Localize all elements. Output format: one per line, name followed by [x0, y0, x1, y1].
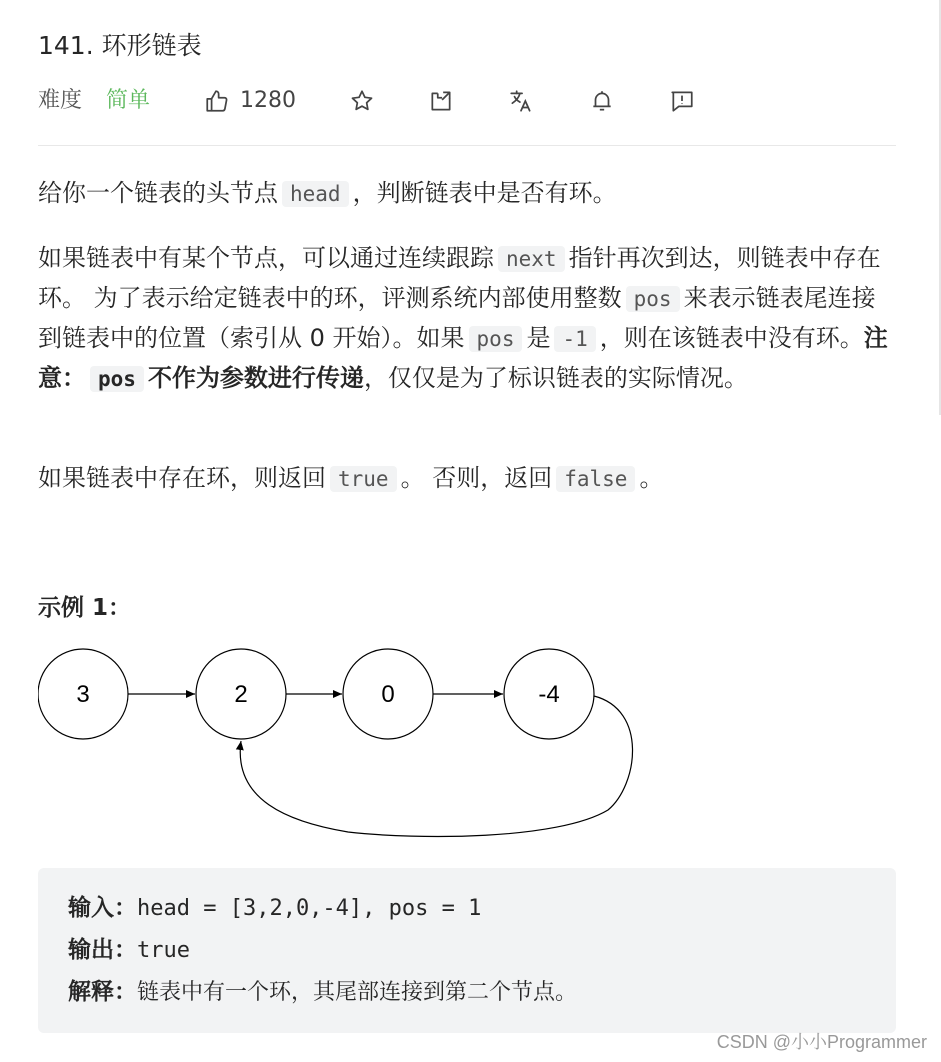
text: 如果链表中存在环，则返回 — [38, 464, 326, 492]
inline-code-pos: pos — [90, 366, 144, 392]
difficulty-badge: 简单 — [106, 88, 151, 113]
share-button[interactable] — [427, 83, 455, 119]
input-value: head = [3,2,0,-4], pos = 1 — [137, 896, 482, 921]
text: ，仅仅是为了标识链表的实际情况。 — [363, 364, 748, 392]
watermark: CSDN @小小Programmer — [716, 1032, 927, 1052]
like-button[interactable] — [204, 83, 296, 119]
example-output-line — [68, 930, 190, 971]
problem-title: 141. 环形链表 — [38, 31, 202, 60]
list-node-value: 2 — [234, 681, 248, 708]
example-code-block — [38, 868, 896, 1033]
text: ，判断链表中是否有环。 — [352, 179, 617, 207]
problem-meta-toolbar — [38, 83, 896, 119]
feedback-button[interactable] — [668, 83, 696, 119]
text: 。 否则，返回 — [400, 464, 553, 492]
inline-code-minus-one: -1 — [554, 326, 595, 352]
text: 如果链表中有某个节点，可以通过连续跟踪 — [38, 244, 494, 272]
share-icon — [428, 88, 454, 114]
note-emphasis: 不作为参数进行传递 — [147, 364, 364, 392]
description-paragraph-2 — [38, 239, 896, 399]
input-label: 输入： — [68, 895, 137, 921]
subscribe-button[interactable] — [588, 83, 616, 119]
text: 是 — [526, 324, 551, 352]
description-paragraph-1 — [38, 174, 896, 214]
text: 给你一个链表的头节点 — [38, 179, 278, 207]
explain-value: 链表中有一个环，其尾部连接到第二个节点。 — [137, 980, 578, 1005]
inline-code-pos: pos — [469, 326, 523, 352]
favorite-button[interactable] — [348, 83, 376, 119]
list-node-value: -4 — [538, 681, 560, 708]
inline-code-false: false — [556, 466, 635, 492]
translate-icon — [508, 88, 534, 114]
inline-code-next: next — [498, 246, 565, 272]
text: 指针再次到达，则链表中存在环。 为了表示给定链表中的环，评测系统内部使用整数 — [38, 244, 881, 312]
list-node-value: 0 — [381, 681, 395, 708]
list-node-value: 3 — [76, 681, 90, 708]
difficulty-label: 难度 — [38, 88, 83, 113]
thumbs-up-icon — [204, 88, 230, 114]
example-heading: 示例 1： — [38, 595, 132, 621]
translate-button[interactable] — [507, 83, 535, 119]
output-label: 输出： — [68, 937, 137, 963]
example-input-line — [68, 888, 481, 929]
example-explain-line — [68, 972, 577, 1013]
linked-list-diagram — [38, 640, 678, 850]
text: 来表示链表尾连接到链表中的位置（索引从 0 开始）。如果 — [38, 284, 876, 352]
bell-icon — [589, 88, 615, 114]
like-count: 1280 — [240, 88, 296, 113]
text: ，则在该链表中没有环。 — [599, 324, 864, 352]
header-divider — [38, 145, 896, 146]
feedback-icon — [669, 88, 695, 114]
inline-code-pos: pos — [626, 286, 680, 312]
output-value: true — [137, 938, 190, 963]
text: 。 — [639, 464, 664, 492]
explain-label: 解释： — [68, 979, 137, 1005]
description-paragraph-3 — [38, 459, 896, 499]
inline-code-head: head — [282, 181, 349, 207]
star-icon — [349, 88, 375, 114]
note-label: 注意： — [38, 324, 888, 392]
inline-code-true: true — [330, 466, 397, 492]
